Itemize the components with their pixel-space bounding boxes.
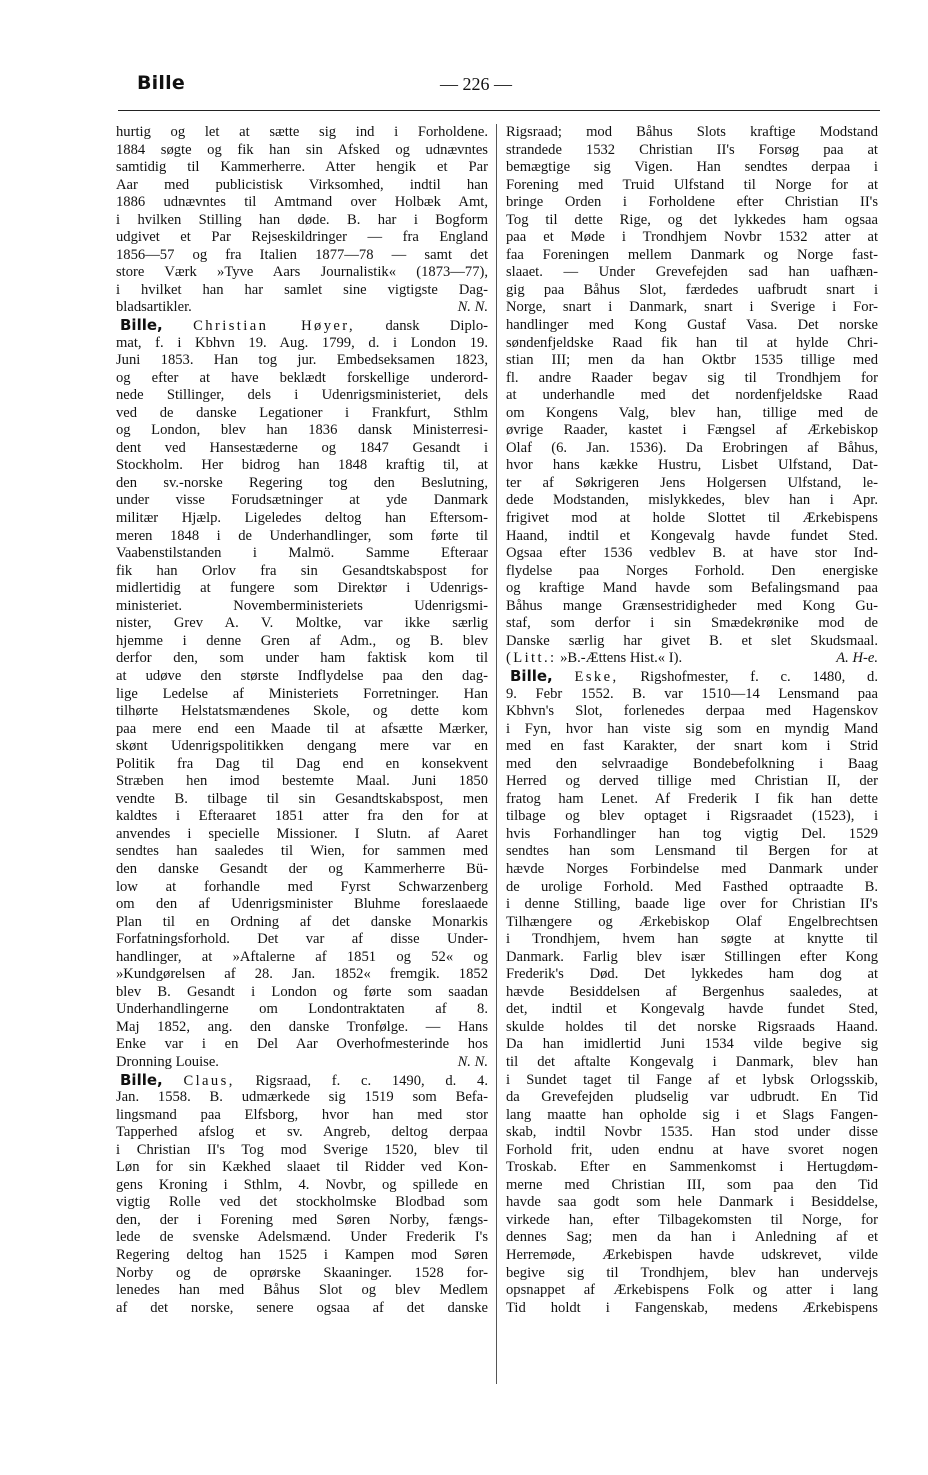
text-line [506,773,878,791]
line-text: Underhandlingerne om Londontraktaten af 8. [116,1001,488,1018]
line-text: hurtig og let at sætte sig ind i Forholdene. [116,124,488,140]
line-text: 9. Febr 1552. B. var 1510—14 Lensmand paa [506,685,878,702]
text-line [116,247,488,265]
text-line [116,1036,488,1054]
text-line [506,966,878,984]
line-text: fik han Orlov fra sin Gesandtskabspost for [116,562,488,579]
text-line [116,650,488,668]
text-line [506,370,878,388]
line-text: da Grevefejden pludselig var udbrudt. En Tid [506,1089,878,1106]
text-line [116,212,488,230]
text-line [116,335,488,353]
line-text: Kbhvn's Slot, forlenedes derpaa med Hagenskov [506,703,878,720]
line-text: i denne Stilling, baade lige over for Christian II's [506,896,878,913]
line-text: staf, som derfor i sin Smædekrønike mod de [506,615,878,632]
text-line [116,264,488,282]
text-line [116,1212,488,1230]
text-line [506,528,878,546]
line-text: lingsmand paa Elfsborg, hvor han med stor [116,1106,488,1123]
line-text: Norby og de oprørske Skaaninger. 1528 for- [116,1264,488,1281]
line-text: 1884 søgte og fik han sin Afsked og udnævntes [116,141,488,158]
line-text: Herred og derved tillige med Christian II, der [506,773,878,790]
line-text: skulde holdes til det norske Rigsraads Haand. [506,1018,878,1035]
text-line [506,422,878,440]
line-text: vendte B. tilbage til sin Gesandtskabspost, men [116,790,488,807]
line-text: Regering deltog han 1525 i Kampen mod Søren [116,1247,488,1263]
text-line [116,686,488,704]
line-text: Tapperhed afslog et sv. Angreb, deltog derpaa [116,1124,488,1141]
line-text: strandede 1532 Christian II's Forsøg paa at [506,141,878,158]
left-column [116,124,488,1317]
text-line [116,457,488,475]
entry-heading-line [116,317,488,335]
text-line [116,1177,488,1195]
text-line [116,1300,488,1318]
text-line [506,124,878,142]
line-text: frigivet mod at holde Slottet til Ærkebispens [506,510,878,527]
line-text: den, der i Forening med Søren Norby, fængs- [116,1211,488,1228]
line-text: af det norske, senere ogsaa af det danske [116,1299,488,1316]
line-text: havde saa godt som hele Danmark i Besiddelse, [506,1194,878,1211]
line-text: lang maatte han opholde sig i et Slags Fangen- [506,1106,878,1123]
line-text: Rigsraad; mod Båhus Slots kraftige Modstand [506,124,878,140]
line-text: ter af Søkrigeren Jens Holgersen Ulfstand, le- [506,474,878,491]
text-line [506,282,878,300]
line-text: ved de danske Legationer i Frankfurt, Sthlm [116,404,488,421]
text-line [506,1247,878,1265]
line-text: derfor den, som under ham faktisk kom til [116,650,488,667]
column-divider [496,124,497,1384]
line-text: Juni 1853. Han tog jur. Embedseksamen 1823, [116,352,488,369]
line-text: de urolige Forhold. Med Fasthed optraadte B. [506,878,878,895]
line-text: hjemme i denne Gren af Adm., og B. blev [116,632,488,649]
text-line [506,405,878,423]
text-line [506,1142,878,1160]
line-text: Herremøde, Ærkebispen havde udskrevet, vilde [506,1247,878,1263]
line-text: den sv.-norske Regering tog den Beslutning, [116,474,488,491]
text-line [506,159,878,177]
line-text: store Værk »Tyve Aars Journalistik« (1873—77), [116,264,488,281]
text-line [116,124,488,142]
line-text: Da han imidlertid Juni 1534 vilde begive sig [506,1036,878,1053]
text-line [506,510,878,528]
text-line [506,194,878,212]
text-line [506,861,878,879]
line-text: skønt Udenrigspolitikken dengang mere var en [116,738,488,755]
text-line [116,194,488,212]
running-head-word: Bille [137,72,185,94]
text-line [116,387,488,405]
line-text: Løn for sin Kækhed slaaet til Ridder ved Kon- [116,1159,488,1176]
line-text: om den af Udenrigsminister Bluhme foreslaaede [116,896,488,913]
text-line [506,563,878,581]
line-text: med den selvraadige Bondebefolkning i Baag [506,755,878,772]
text-line [506,492,878,510]
text-line [116,756,488,774]
text-line [506,1036,878,1054]
line-text: paa mere end een Maade til at afsætte Mærker, [116,720,488,737]
text-line [116,615,488,633]
line-text: og kraftige Mand havde som Befalingsmand paa [506,580,878,597]
text-line [506,791,878,809]
text-line [506,387,878,405]
text-line [506,247,878,265]
line-text: handlinger med Kong Gustaf Vasa. Det norske [506,317,878,334]
text-line [506,1107,878,1125]
text-line [506,352,878,370]
line-text: Plan til en Ordning af det danske Monarkis [116,913,488,930]
text-line [116,896,488,914]
text-line [506,1159,878,1177]
line-text: ministeriet. Novemberministeriets Udenrigsmi- [116,597,488,614]
text-line [116,1107,488,1125]
line-text: og efter at have beklædt forskellige underord- [116,369,488,386]
text-line [116,1124,488,1142]
line-text: blev B. Gesandt i London og førte som saadan [116,983,488,1000]
line-text: i Fyn, hvor han viste sig som en myndig Mand [506,720,878,737]
line-text: Vaabenstilstanden i Malmö. Samme Efteraar [116,545,488,562]
line-text: begive sig til Trondhjem, blev han undervejs [506,1264,878,1281]
text-line [506,580,878,598]
text-line [506,686,878,704]
line-text: udgivet et Par Rejseskildringer — fra England [116,229,488,246]
line-text: dent ved Hansestæderne og 1847 Gesandt i [116,439,488,456]
text-line [116,703,488,721]
text-line [506,1282,878,1300]
text-line [116,1247,488,1265]
line-text: nister, Grev A. V. Moltke, var ikke særlig [116,615,488,632]
line-text: militær Hjælp. Ligeledes deltog han Eftersom- [116,510,488,527]
text-line [506,1001,878,1019]
line-text: paa et Møde i Trondhjem Novbr 1532 atter at [506,229,878,246]
line-text: i hvilket han har samlet sine vigtigste Dag- [116,281,488,298]
text-line [116,773,488,791]
line-text: bringe Orden i Forholdene efter Christian II's [506,194,878,211]
line-text: lenedes han med Båhus Slot og blev Medlem [116,1282,488,1299]
entry-headword: Bille, [510,667,553,685]
line-text: søndenfjeldske Raad fik han til at hylde Chri- [506,334,878,351]
line-text: at udøve den største Indflydelse paa den dag- [116,667,488,684]
line-text: gens Kroning i Sthlm, 4. Novbr, og spillede en [116,1176,488,1193]
text-line [506,212,878,230]
text-line [116,966,488,984]
text-line [116,598,488,616]
text-line [506,475,878,493]
text-line [116,440,488,458]
text-line [506,177,878,195]
text-line [116,405,488,423]
text-line [506,1054,878,1072]
text-line [116,475,488,493]
line-text: slaaet. — Under Grevefejden sad han uafhæn- [506,264,878,281]
line-text: lede de svenske Adelsmænd. Under Frederik I's [116,1229,488,1246]
entry-heading-line [116,1072,488,1090]
line-text: faa Foreningen mellem Danmark og Norge fast- [506,246,878,263]
line-text: Aar med publicistisk Virksomhed, indtil han [116,176,488,193]
line-text: hævde Norges Forbindelse med Danmark under [506,860,878,877]
line-text: lige Ledelse af Ministeriets Forretninger. Han [116,685,488,702]
line-text: sendtes han saaledes til Wien, for sammen med [116,843,488,860]
text-line [116,738,488,756]
line-text: Jan. 1558. B. udmærkede sig 1519 som Befa- [116,1089,488,1106]
text-line [506,229,878,247]
text-line [506,1072,878,1090]
line-text: gig paa Båhus Slot, færdedes uafbrudt snart i [506,281,878,298]
line-text: om Kongens Valg, blev han, tillige med de [506,404,878,421]
text-line [506,598,878,616]
line-text: sendtes han som Lensmand til Bergen for at [506,843,878,860]
line-text: Maj 1852, ang. den danske Tronfølge. — Hans [116,1018,488,1035]
line-text: Tilhængere og Ærkebiskop Olaf Engelbrechtsen [506,913,878,930]
text-line [506,1300,878,1318]
author-signature: A. H-e. [836,650,878,667]
line-text: dansk Diplo- [385,318,488,335]
line-text: low at forhandle med Fyrst Schwarzenberg [116,878,488,895]
line-text: Stræben hen imod bestemte Maal. Juni 1850 [116,773,488,790]
text-line [506,335,878,353]
entry-name-spaced: Christian Høyer, [193,318,356,335]
line-text: den danske Gesandt der og Kammerherre Bü- [116,860,488,877]
line-text: fl. andre Raader begav sig til Trondhjem for [506,369,878,386]
text-line [116,229,488,247]
text-line [116,791,488,809]
text-line [506,299,878,317]
text-line [116,861,488,879]
text-line [506,896,878,914]
entry-heading-line [506,668,878,686]
line-text: bladsartikler. [116,299,192,316]
line-text: stian III; men da han Oktbr 1535 tillige med [506,352,878,369]
text-line [116,1019,488,1037]
text-line [116,984,488,1002]
text-line [116,1054,488,1072]
text-line [116,1229,488,1247]
line-text: vigtig Rolle ved det stockholmske Blodbad som [116,1194,488,1211]
text-line [506,703,878,721]
line-text: Danske særlig har givet B. et slet Skudsmaal. [506,632,878,649]
line-text: Haand, indtil et Kongevalg havde fundet Sted. [506,527,878,544]
line-text: kaldtes i Efteraaret 1851 atter fra den for at [116,808,488,825]
text-line [506,931,878,949]
line-text: bemægtige sig Vigen. Han sendtes derpaa i [506,159,878,176]
line-text: det, indtil et Kongevalg havde fundet Sted, [506,1001,878,1018]
text-line [116,949,488,967]
text-line [116,1142,488,1160]
line-text: Enke var i en Del Aar Overhofmesterinde hos [116,1036,488,1053]
line-text: Forfatningsforhold. Det var af disse Under- [116,931,488,948]
text-line [506,1177,878,1195]
text-line [116,352,488,370]
text-line [116,528,488,546]
line-text: Forhold frit, uden endnu at have svoret nogen [506,1141,878,1158]
line-text: og London, blev han 1836 dansk Ministerresi- [116,422,488,439]
text-line [506,808,878,826]
text-line [506,914,878,932]
line-text: handlinger, at »Aftalerne af 1851 og 52« og [116,948,488,965]
line-text: Stockholm. Her bidrog han 1848 kraftig til, at [116,457,488,474]
line-text: Troskab. Efter en Sammenkomst i Hertugdøm- [506,1159,878,1176]
line-text: mat, f. i Kbhvn 19. Aug. 1799, d. i London 19. [116,334,488,351]
line-text: flydelse paa Norges Forhold. Den energiske [506,562,878,579]
line-text: samtidig til Kammerherre. Atter hengik et Par [116,159,488,176]
text-line [116,370,488,388]
text-line [116,492,488,510]
line-text: opsnappet af Ærkebispens Folk og atter i lang [506,1282,878,1299]
text-line [116,843,488,861]
line-text: meren 1848 i de Underhandlinger, som førte til [116,527,488,544]
text-line [506,142,878,160]
header-rule [118,110,880,111]
text-line [506,756,878,774]
line-text: tilbage og blev optaget i Rigsraadet (1523), i [506,808,878,825]
line-text: 1886 udnævntes til Amtmand over Holbæk Amt, [116,194,488,211]
text-line [116,1159,488,1177]
text-line [116,808,488,826]
text-line [116,633,488,651]
text-line [506,1019,878,1037]
text-line [506,457,878,475]
line-text: i Sundet taget til Fange af et lybsk Orlogsskib, [506,1071,878,1088]
line-text: virkede han, efter Tilbagekomsten til Norge, for [506,1211,878,1228]
line-text: »B.-Ættens Hist.« I). [560,650,683,667]
line-text: i Christian II's Tog mod Sverige 1520, blev til [116,1141,488,1158]
text-line [506,721,878,739]
entry-name-spaced: Claus, [183,1072,235,1089]
text-line [116,826,488,844]
line-text: »Kundgørelsen af 28. Jan. 1852« fremgik. 1852 [116,966,488,983]
text-line [116,422,488,440]
text-line [506,1229,878,1247]
text-line [116,668,488,686]
line-text: anvendes i specielle Missioner. I Slutn. af Aaret [116,825,488,842]
line-text: merne med Christian III, som paa den Tid [506,1176,878,1193]
line-text: Dronning Louise. [116,1053,219,1070]
line-text: til det aftalte Kongevalg i Danmark, blev han [506,1053,878,1070]
text-line [116,1001,488,1019]
page-number: — 226 — [440,74,512,94]
text-line [116,914,488,932]
entry-headword: Bille, [120,1071,163,1089]
text-line [506,545,878,563]
line-text: tilhørte Helstatsmændenes Skole, og dette kom [116,703,488,720]
line-text: nede Stillinger, dels i Udenrigsministeriet, dels [116,387,488,404]
text-line [116,1194,488,1212]
text-line [506,843,878,861]
entry-name-spaced: (Litt.: [506,650,557,667]
line-text: Forening med Truid Ulfstand til Norge for at [506,176,878,193]
line-text: Norge, snart i Danmark, snart i Sverige i For- [506,299,878,316]
author-signature: N. N. [457,299,488,316]
text-line [116,299,488,317]
text-line [506,1089,878,1107]
line-text: Båhus mange Grænsestridigheder med Kong Gu- [506,597,878,614]
line-text: Politik fra Dag til Dag end en konsekvent [116,755,488,772]
text-line [506,984,878,1002]
line-text: at underhandle med det nordenfjeldske Raad [506,387,878,404]
line-text: øvrige Raader, kastet i Fængsel af Ærkebiskop [506,422,878,439]
line-text: Rigsraad, f. c. 1490, d. 4. [255,1072,488,1089]
text-line [506,949,878,967]
line-text: hævde Besiddelsen af Bergenhus saaledes, at [506,983,878,1000]
text-line [506,826,878,844]
text-line [116,563,488,581]
entry-headword: Bille, [120,317,163,335]
text-line [506,317,878,335]
line-text: skab, indtil Novbr 1535. Han stod under disse [506,1124,878,1141]
line-text: Danmark. Farlig blev især Stillingen efter Kong [506,948,878,965]
text-line [506,615,878,633]
line-text: Ogsaa efter 1536 vedblev B. at have stor Ind- [506,545,878,562]
text-line [506,1124,878,1142]
text-line [116,580,488,598]
line-text: hvis Forhandlinger han tog vigtig Del. 1529 [506,825,878,842]
line-text: dennes Sag; men da han i Anledning af et [506,1229,878,1246]
text-line [116,1265,488,1283]
line-text: Tog til dette Rige, og det lykkedes ham ogsaa [506,211,878,228]
text-line [116,142,488,160]
line-text: fratog ham Lenet. Af Frederik I fik han dette [506,790,878,807]
line-text: midlertidig at fungere som Direktør i Udenrigs- [116,580,488,597]
line-text: Rigshofmester, f. c. 1480, d. [640,668,878,685]
text-line [506,633,878,651]
text-line [506,650,878,668]
text-line [506,1212,878,1230]
text-line [506,264,878,282]
text-line [116,159,488,177]
line-text: 1856—57 og fra Italien 1877—78 — samt det [116,246,488,263]
text-line [506,879,878,897]
line-text: Frederik's Død. Det lykkedes ham dog at [506,966,878,983]
text-line [116,1089,488,1107]
text-line [506,440,878,458]
line-text: i hvilken Stilling han døde. B. har i Bogform [116,211,488,228]
text-line [116,931,488,949]
text-line [116,721,488,739]
text-line [116,545,488,563]
text-line [116,1282,488,1300]
line-text: Tid holdt i Fangenskab, medens Ærkebispens [506,1299,878,1316]
line-text: i Trondhjem, hvem han søgte at knytte til [506,931,878,948]
line-text: dede Modstanden, mislykkedes, blev han i Apr. [506,492,878,509]
entry-name-spaced: Eske, [574,668,619,685]
right-column [506,124,878,1317]
author-signature: N. N. [457,1053,488,1070]
text-line [506,1194,878,1212]
text-line [116,177,488,195]
line-text: Olaf (6. Jan. 1536). Da Erobringen af Båhus, [506,439,878,456]
text-line [506,738,878,756]
text-line [116,282,488,300]
line-text: med en fast Karakter, der snart kom i Strid [506,738,878,755]
text-line [116,510,488,528]
line-text: under visse Forudsætninger at yde Danmark [116,492,488,509]
line-text: hvor hans kække Hustru, Lisbet Ulfstand, Dat- [506,457,878,474]
text-line [116,879,488,897]
text-line [506,1265,878,1283]
